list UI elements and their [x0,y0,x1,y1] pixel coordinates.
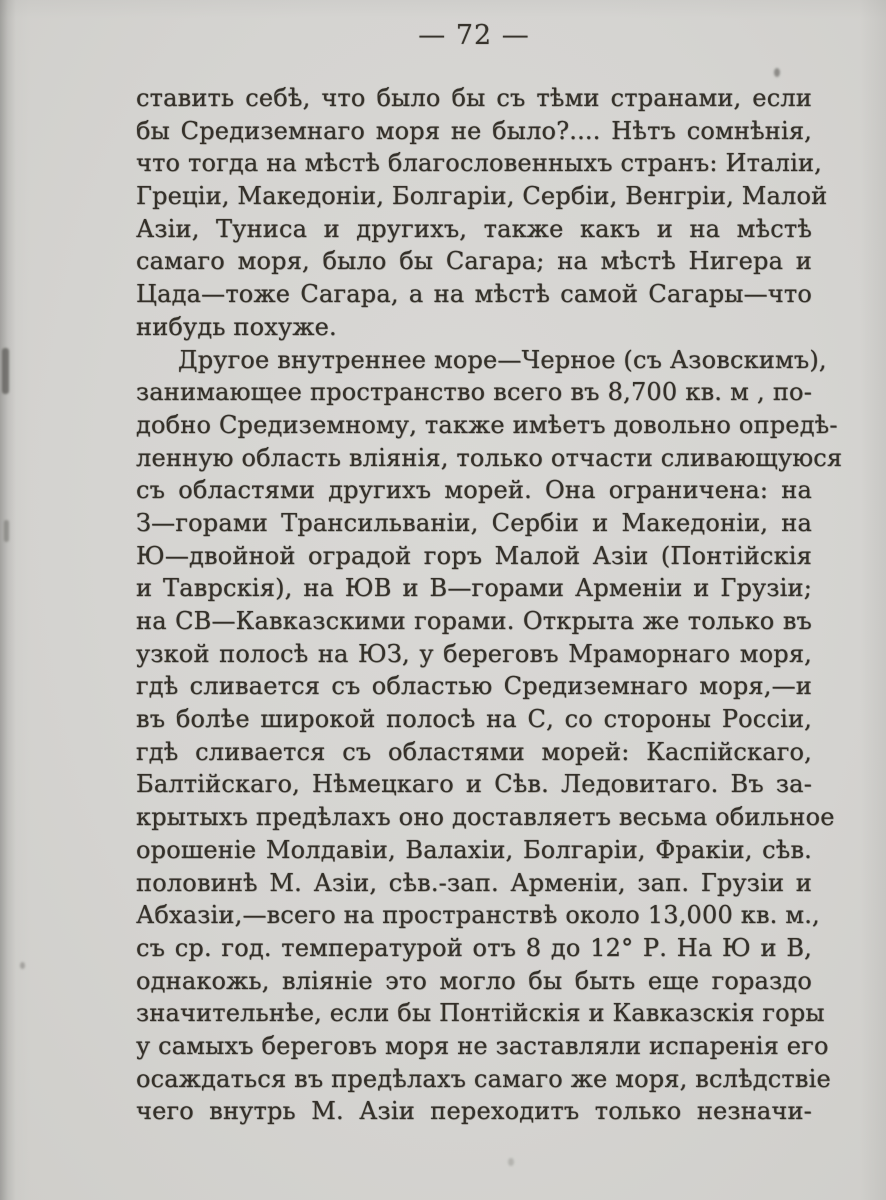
text-line: нибудь похуже. [136,312,337,341]
text-line: крытыхъ предѣлахъ оно доставляетъ весьма обильное [136,803,835,832]
text-line: съ ср. год. температурой отъ 8 до 12° Р. На Ю и В, [136,933,812,962]
text-line: Ю—двойной оградой горъ Малой Азіи (Понтійскія [136,541,812,570]
text-line: Греціи, Македоніи, Болгаріи, Сербіи, Венгріи, Малой [136,182,828,211]
page-number: — 72 — [418,20,530,51]
text-line: бы Средиземнаго моря не было?.... Нѣтъ сомнѣнія, [136,116,812,145]
scan-artifact-speck [774,68,780,77]
text-line: Цада—тоже Сагара, а на мѣстѣ самой Сагары—что [136,280,812,309]
text-line: у самыхъ береговъ моря не заставляли испаренія его [136,1031,829,1060]
scan-artifact-binding-mark [2,348,9,394]
text-line: Абхазіи,—всего на пространствѣ около 13,000 кв. м., [136,901,820,930]
text-line: орошеніе Молдавіи, Валахіи, Болгаріи, Фракіи, сѣв. [136,835,812,864]
text-line: ставить себѣ, что было бы съ тѣми странами, если [136,84,812,112]
text-line: З—горами Трансильваніи, Сербіи и Македоніи, на [136,508,812,537]
text-line: съ областями другихъ морей. Она ограничена: на [136,476,812,505]
text-line: въ болѣе широкой полосѣ на С, со стороны Россіи, [136,705,812,734]
text-line: самаго моря, было бы Сагара; на мѣстѣ Нигера и [136,247,812,276]
text-line: однакожь, вліяніе это могло бы быть еще гораздо [136,966,812,995]
text-line: Балтійскаго, Нѣмецкаго и Сѣв. Ледовитаго. Въ за- [136,770,812,799]
text-line: значительнѣе, если бы Понтійскія и Кавказскія горы [136,999,825,1028]
text-line: добно Средиземному, также имѣетъ довольно опредѣ- [136,410,838,439]
text-line: Азіи, Туниса и другихъ, также какъ и на мѣстѣ [136,214,812,243]
text-line: гдѣ сливается съ областями морей: Каспійскаго, [136,737,812,766]
text-line: на СВ—Кавказскими горами. Открыта же только въ [136,607,812,635]
text-line: Другое внутреннее море—Черное (съ Азовскимъ), [178,345,827,374]
text-line: ленную область вліянія, только отчасти сливающуюся [136,443,843,472]
scan-artifact-binding-mark [4,520,9,542]
scan-artifact-speck [20,962,25,969]
text-line: занимающее пространство всего въ 8,700 кв. м , по- [136,378,812,407]
text-block [136,82,843,1128]
text-line: что тогда на мѣстѣ благословенныхъ странъ: Италіи, [136,149,822,178]
scan-artifact-speck [508,1158,514,1166]
text-line: гдѣ сливается съ областью Средиземнаго моря,—и [136,672,812,701]
text-line: половинѣ М. Азіи, сѣв.-зап. Арменіи, зап. Грузіи и [136,868,812,897]
text-line: осаждаться въ предѣлахъ самаго же моря, вслѣдствіе [136,1064,831,1093]
text-line: и Таврскія), на ЮВ и В—горами Арменіи и Грузіи; [136,574,812,603]
text-line: чего внутрь М. Азіи переходитъ только незначи- [136,1097,812,1126]
text-line: узкой полосѣ на ЮЗ, у береговъ Мраморнаго моря, [136,639,812,668]
